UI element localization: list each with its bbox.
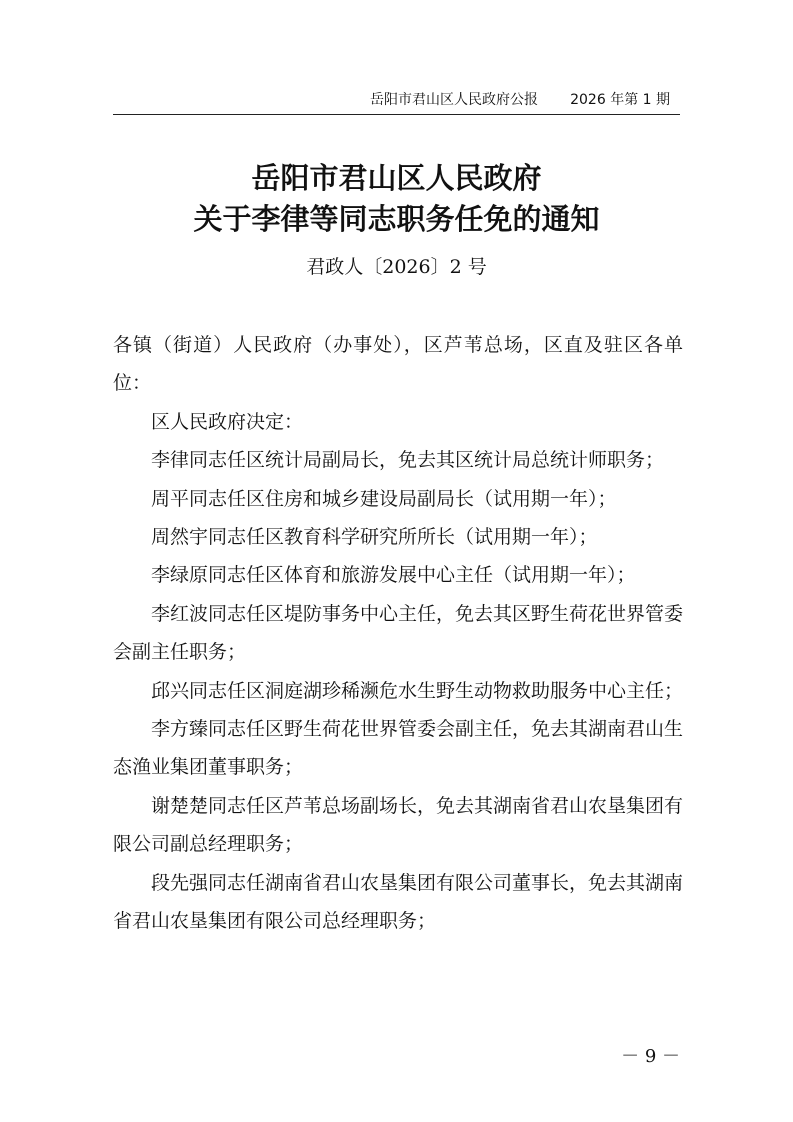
decision-intro: 区人民政府决定： [151,410,304,433]
document-body [113,326,683,941]
page-header [113,88,680,115]
appointment-item: 段先强同志任湖南省君山农垦集团有限公司董事长，免去其湖南省君山农垦集团有限公司总经理职务； [113,871,684,933]
addressee-line: 各镇（街道）人民政府（办事处），区芦苇总场，区直及驻区各单位： [113,334,683,395]
appointment-item: 李绿原同志任区体育和旅游发展中心主任（试用期一年）； [151,564,636,587]
document-number: 君政人〔2026〕2 号 [306,256,487,278]
page-number: － 9 － [621,1046,680,1067]
appointment-item: 周然宇同志任区教育科学研究所所长（试用期一年）； [151,526,598,549]
appointment-item: 李红波同志任区堤防事务中心主任，免去其区野生荷花世界管委会副主任职务； [113,602,684,664]
appointment-item: 周平同志任区住房和城乡建设局副局长（试用期一年）； [151,487,617,510]
appointment-item: 邱兴同志任区洞庭湖珍稀濒危水生野生动物救助服务中心主任； [151,679,684,702]
appointment-item: 李律同志任区统计局副局长，免去其区统计局总统计师职务； [151,449,665,472]
publication-name: 岳阳市君山区人民政府公报 [370,92,538,108]
document-title-line-2: 关于李律等同志职务任免的通知 [193,202,600,236]
appointment-item: 谢楚楚同志任区芦苇总场副场长，免去其湖南省君山农垦集团有限公司副总经理职务； [113,794,684,856]
document-title-line-1: 岳阳市君山区人民政府 [251,161,542,195]
appointment-item: 李方臻同志任区野生荷花世界管委会副主任，免去其湖南君山生态渔业集团董事职务； [113,718,684,779]
issue-number: 2026 年第 1 期 [570,92,670,108]
